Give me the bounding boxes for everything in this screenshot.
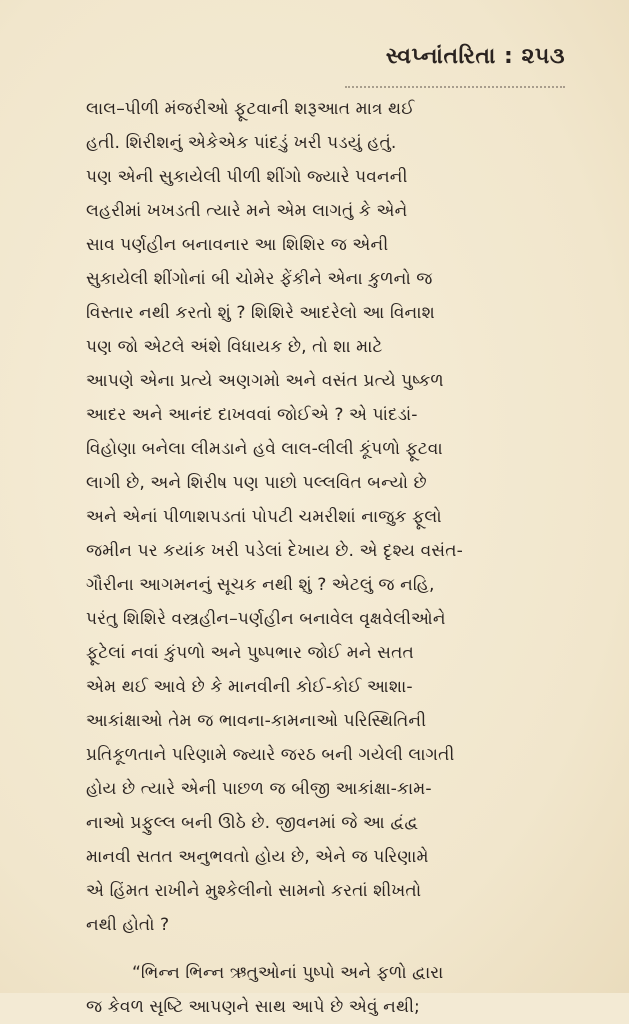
text-line: લાલ–પીળી મંજરીઓ ફૂટવાની શરૂઆત માત્ર થઈ	[86, 99, 415, 119]
text-line: વિહોણા બનેલા લીમડાને હવે લાલ-લીલી કૂંપળો ફૂટવા	[86, 439, 443, 459]
text-line: નથી હોતો ?	[86, 915, 170, 935]
text-line: એમ થઈ આવે છે કે માનવીની કોઈ-કોઈ આશા-	[86, 677, 413, 697]
text-line: અને એનાં પીળાશપડતાં પોપટી ચમરીશાં નાજુક ફૂલો	[86, 507, 442, 527]
text-line: આકાંક્ષાઓ તેમ જ ભાવના-કામનાઓ પરિસ્થિતિની	[86, 711, 427, 731]
text-line: “ભિન્ન ભિન્ન ઋતુઓનાં પુષ્પો અને ફળો દ્વારા	[132, 963, 444, 983]
text-line: પણ જો એટલે અંશે વિધાયક છે, તો શા માટે	[86, 337, 383, 357]
running-header: સ્વપ્નાંતરિતા : ૨૫૩	[385, 44, 565, 69]
text-line: આદર અને આનંદ દાખવવાં જોઈએ ? એ પાંદડાં-	[86, 405, 418, 425]
text-line: પરંતુ શિશિરે વસ્ત્રહીન–પર્ણહીન બનાવેલ વૃક્ષવેલીઓને	[86, 609, 446, 629]
text-line: પ્રતિકૂળતાને પરિણામે જ્યારે જરઠ બની ગયેલી લાગતી	[86, 745, 455, 765]
text-line: ફૂટેલાં નવાં કુંપળો અને પુષ્પભાર જોઈ મને સતત	[86, 643, 414, 663]
text-line: લાગી છે, અને શિરીષ પણ પાછો પલ્લવિત બન્યો છે	[86, 473, 427, 493]
text-line: જ કેવળ સૃષ્ટિ આપણને સાથ આપે છે એવું નથી;	[86, 997, 420, 1017]
text-line: માનવી સતત અનુભવતો હોય છે, એને જ પરિણામે	[86, 847, 429, 867]
text-line: સાવ પર્ણહીન બનાવનાર આ શિશિર જ એની	[86, 235, 389, 255]
text-line: હોય છે ત્યારે એની પાછળ જ બીજી આકાંક્ષા-કામ-	[86, 779, 432, 799]
paragraph-gap	[86, 942, 564, 956]
text-line: નાઓ પ્રફુલ્લ બની ઊઠે છે. જીવનમાં જે આ દ્વંદ્વ	[86, 813, 419, 833]
text-line: જમીન પર કયાંક ખરી પડેલાં દેખાય છે. એ દૃશ્ય વસંત-	[86, 541, 463, 561]
text-line: સુકાયેલી શીંગોનાં બી ચોમેર ફેંકીને એના કુળનો જ	[86, 269, 433, 289]
body-text	[86, 92, 564, 1024]
text-line: આપણે એના પ્રત્યે અણગમો અને વસંત પ્રત્યે પુષ્કળ	[86, 371, 444, 391]
text-line: એ હિંમત રાખીને મુશ્કેલીનો સામનો કરતાં શીખતો	[86, 881, 422, 901]
text-line: ગૌરીના આગમનનું સૂચક નથી શું ? એટલું જ નહિ,	[86, 575, 435, 595]
text-line: વિસ્તાર નથી કરતો શું ? શિશિરે આદરેલો આ વિનાશ	[86, 303, 435, 323]
text-line: પણ એની સુકાયેલી પીળી શીંગો જ્યારે પવનની	[86, 167, 408, 187]
header-ornament-rule	[345, 80, 565, 88]
text-line: લહરીમાં ખખડતી ત્યારે મને એમ લાગતું કે એને	[86, 201, 408, 221]
text-line: હતી. શિરીશનું એકેએક પાંદડું ખરી પડયું હતું.	[86, 133, 397, 153]
